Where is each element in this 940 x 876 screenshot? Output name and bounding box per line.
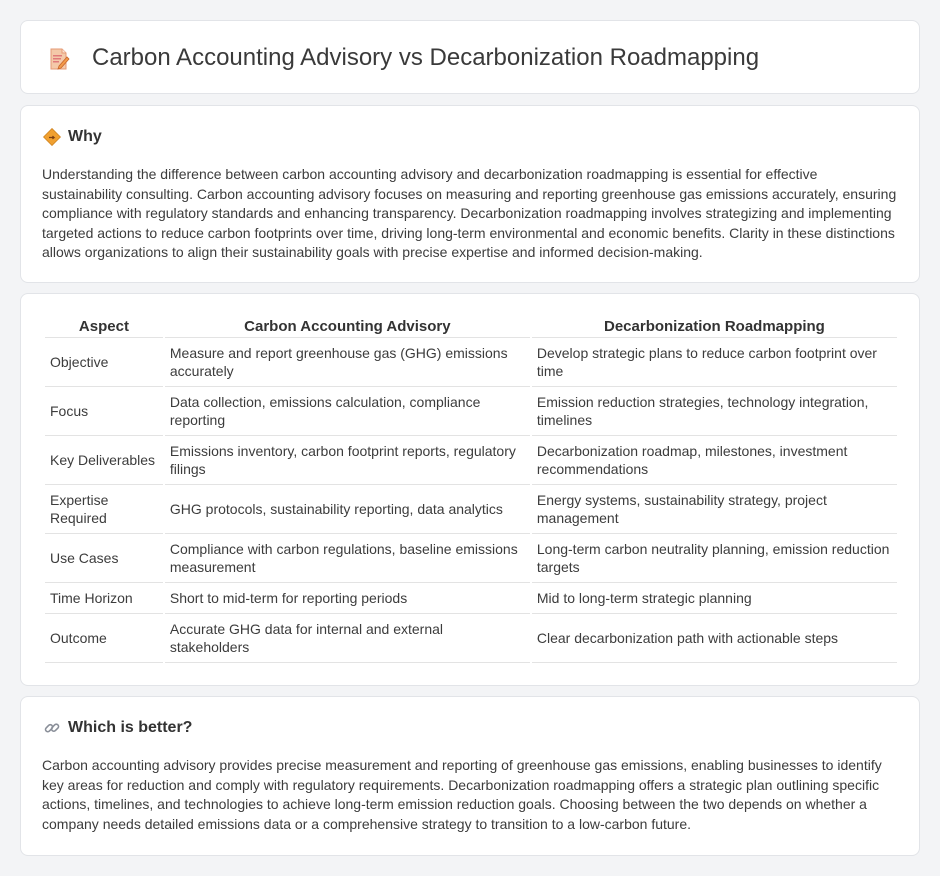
better-title: Which is better? [68, 719, 193, 736]
row-decarbonization: Long-term carbon neutrality planning, emission reduction targets [532, 534, 897, 583]
row-decarbonization: Emission reduction strategies, technology integration, timelines [532, 387, 897, 436]
document-pencil-icon [47, 47, 71, 71]
row-aspect: Use Cases [45, 534, 163, 583]
row-aspect: Time Horizon [45, 583, 163, 614]
row-carbon-accounting: Emissions inventory, carbon footprint reports, regulatory filings [165, 436, 530, 485]
row-decarbonization: Decarbonization roadmap, milestones, investment recommendations [532, 436, 897, 485]
table-row [45, 583, 897, 614]
row-aspect: Expertise Required [45, 485, 163, 534]
row-decarbonization: Mid to long-term strategic planning [532, 583, 897, 614]
table-row [45, 387, 897, 436]
row-carbon-accounting: Data collection, emissions calculation, compliance reporting [165, 387, 530, 436]
table-row [45, 436, 897, 485]
row-carbon-accounting: Compliance with carbon regulations, baseline emissions measurement [165, 534, 530, 583]
row-aspect: Key Deliverables [45, 436, 163, 485]
row-carbon-accounting: Accurate GHG data for internal and external stakeholders [165, 614, 530, 663]
why-title: Why [68, 128, 102, 145]
table-row [45, 534, 897, 583]
header-aspect: Aspect [45, 316, 163, 338]
table-row [45, 614, 897, 663]
row-decarbonization: Develop strategic plans to reduce carbon footprint over time [532, 338, 897, 387]
link-icon [43, 719, 61, 737]
row-aspect: Objective [45, 338, 163, 387]
page-title: Carbon Accounting Advisory vs Decarbonization Roadmapping [92, 44, 760, 71]
header-decarbonization: Decarbonization Roadmapping [532, 316, 897, 338]
comparison-table [43, 316, 899, 663]
row-carbon-accounting: GHG protocols, sustainability reporting, data analytics [165, 485, 530, 534]
table-row [45, 485, 897, 534]
why-section [20, 105, 920, 283]
which-is-better-section [20, 696, 920, 856]
row-aspect: Focus [45, 387, 163, 436]
row-carbon-accounting: Measure and report greenhouse gas (GHG) emissions accurately [165, 338, 530, 387]
better-heading [43, 717, 192, 739]
row-decarbonization: Clear decarbonization path with actionable steps [532, 614, 897, 663]
header-card [20, 20, 920, 94]
table-row [45, 338, 897, 387]
row-decarbonization: Energy systems, sustainability strategy, project management [532, 485, 897, 534]
row-aspect: Outcome [45, 614, 163, 663]
row-carbon-accounting: Short to mid-term for reporting periods [165, 583, 530, 614]
table-header-row [45, 316, 897, 338]
diamond-sign-icon [43, 128, 61, 146]
comparison-table-card [20, 293, 920, 686]
header-carbon-accounting: Carbon Accounting Advisory [165, 316, 530, 338]
better-body: Carbon accounting advisory provides precise measurement and reporting of greenhouse gas emissions, enabling businesses to identify key areas for reduction and comply with regulatory requirements. Decarbonization roadmapping offers a strategic plan outlining specific actions, timelines, and technologies to achieve long-term emission reduction goals. Choosing between the two depends on whether a company needs detailed emissions data or a comprehensive strategy to transition to a low-carbon future. [42, 757, 882, 832]
why-heading [43, 126, 102, 148]
why-body: Understanding the difference between carbon accounting advisory and decarbonization roadmapping is essential for effective sustainability consulting. Carbon accounting advisory focuses on measuring and reporting greenhouse gas emissions accurately, ensuring compliance with regulatory standards and enhancing transparency. Decarbonization roadmapping involves strategizing and implementing targeted actions to reduce carbon footprints over time, driving long-term environmental and economic benefits. Clarity in these distinctions allows organizations to align their sustainability goals with precise expertise and informed decision-making. [42, 166, 897, 261]
